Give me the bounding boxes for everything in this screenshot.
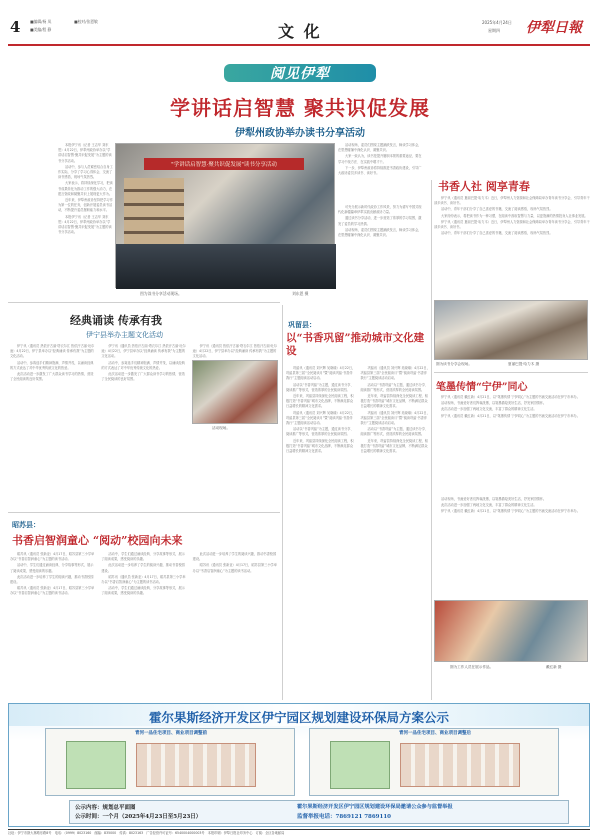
right-top-para: 伊宁讯（通讯员 夏丽巴提·哈力木）近日，伊犁州人力资源和社会保障局举办青年读书分享会，引导青年干部多读书、读好书。 [434, 219, 590, 230]
ad-map-right-title: 青河一品住宅项目、商业项目调整后 [399, 731, 471, 736]
center-mid-para: 活动以“书香巩留”为主题，通过读书分享、阅读推广等形式，营造浓厚的全民阅读氛围。 [360, 382, 429, 392]
center-mid-para: 近年来，巩留县持续深化全民阅读工程，积极打造“书香巩留”城市文化品牌，不断满足群众日益增长的精神文化需求。 [286, 394, 354, 409]
main-article-photo [115, 143, 335, 288]
right-mid-para: 伊宁讯（通讯员 戴红新）4月21日，以“笔墨传情 宁伊同心”为主题的书画交流活动在伊宁市举办。 [441, 395, 580, 399]
bookshelf [124, 178, 184, 248]
main-article-para: 大家一致认为，读书是提升履职本领的重要途径，要在学习中找方法、在实践中增才干。 [338, 154, 422, 164]
left-bottom-para: 昭苏讯（通讯员 张新亚）4月17日，昭苏县第三小学举办以“书香启智润童心”为主题的读书活动。 [10, 586, 95, 596]
editor-credit-2: ■校对/张恩敏 [74, 19, 98, 24]
column-banner [224, 58, 376, 86]
left-mid-para: 活动中，参赛选手们精神饱满、声情并茂，以诵读经典的方式表达了对中华优秀传统文化的热爱。 [10, 360, 94, 370]
main-photo-caption: 图为读书分享活动现场。 [140, 291, 182, 296]
ad-footer-left-2: 公示时间：一个月（2025年4月23日至5月23日） [75, 814, 202, 820]
right-mid-photo-credit: 戴红新 摄 [546, 665, 562, 669]
right-top-para: 活动中，青年干部们分享了自己喜爱的书籍，交流了阅读感悟，现场气氛热烈。 [441, 207, 553, 212]
right-top-photo [434, 300, 588, 360]
left-bottom-body [10, 552, 278, 697]
right-divider [434, 372, 588, 373]
right-top-photo-credit: 夏丽巴提·哈力木 摄 [508, 362, 540, 366]
center-mid-para: 近年来，巩留县持续深化全民阅读工程，积极打造“书香巩留”城市文化品牌，不断满足群众日益增长的精神文化需求。 [360, 394, 429, 409]
right-top-para: 活动中，青年干部们分享了自己喜爱的书籍，交流了阅读感悟，现场气氛热烈。 [441, 231, 553, 236]
issue-weekday: 星期四 [488, 28, 500, 33]
left-bottom-para: 昭苏讯（通讯员 张新亚）4月17日，昭苏县第三小学举办以“书香启智润童心”为主题的读书活动。 [101, 574, 186, 585]
public-notice-ad [8, 703, 590, 827]
center-mid-para: 活动以“书香巩留”为主题，通过读书分享、阅读推广等形式，营造浓厚的全民阅读氛围。 [286, 427, 354, 437]
left-mid-para: 伊宁讯（通讯员 热依汗古丽·塔衣尔江 热依汗古丽·吐尔逊）4月22日，伊宁县举办以“经典诵读 传承有我”为主题的文化活动。 [101, 344, 186, 359]
section-title: 文 化 [278, 22, 322, 41]
center-mid-para: 近年来，巩留县持续深化全民阅读工程，积极打造“书香巩留”城市文化品牌，不断满足群众日益增长的精神文化需求。 [286, 438, 354, 454]
audience-row [116, 244, 336, 289]
right-top-photo-caption: 图为读书分享会现场。 [436, 362, 472, 366]
ad-map-left [45, 728, 295, 796]
editor-credit-3: ■美编/程 静 [30, 27, 52, 32]
masthead-logo: 伊犁日報 [526, 20, 582, 36]
left-mid-subheadline: 伊宁县举办主题文化活动 [86, 331, 163, 339]
footer-info: 社址：伊宁市斯大林路东路8号 电话：（0999）8023160 邮编：835000 传真：8023163 广告经营许可证号：6540004000003号 本报印刷：伊犁日报社印务中心 订阅：全区各地邮局 [8, 831, 285, 835]
ad-map-left-green [66, 741, 126, 789]
left-bottom-para: 活动中，学生们通过诵读经典、分享故事等形式，展示了阅读成果，感受阅读的乐趣。 [10, 563, 94, 573]
left-bottom-divider [8, 512, 280, 513]
center-mid-para: 活动以“书香巩留”为主题，通过读书分享、阅读推广等形式，营造浓厚的全民阅读氛围。 [286, 382, 354, 392]
main-article-para: 活动现场，委员们围绕主题踊跃发言，畅谈学习体会，在思想碰撞中深化认识、凝聚共识。 [338, 227, 422, 238]
main-article-para: 活动现场，委员们围绕主题踊跃发言，畅谈学习体会，在思想碰撞中深化认识、凝聚共识。 [338, 143, 422, 153]
left-mid-para: 此次活动进一步激发了广大群众读书学习的热情，营造了全民阅读的良好氛围。 [10, 372, 94, 382]
left-mid-para: 伊宁讯（通讯员 热依汗古丽·塔衣尔江 热依汗古丽·吐尔逊）4月22日，伊宁县举办以“经典诵读 传承有我”为主题的文化活动。 [192, 344, 278, 359]
page-number: 4 [10, 18, 21, 36]
header-rule [8, 44, 590, 46]
center-mid-divider-v [282, 305, 283, 700]
ad-map-right-plot [400, 743, 520, 787]
center-mid-para: 巩留讯（通讯员 刘兴辉 吴晓瑜）4月22日，巩留县第三届“全民阅读月”暨“阅读巩留·书香伴我行”主题阅读活动启动。 [360, 410, 430, 426]
right-mid-headline: 笔墨传情“宁伊”同心 [436, 382, 528, 393]
left-mid-headline: 经典诵读 传承有我 [70, 314, 162, 327]
main-article-para: 本报伊宁讯（记者 王志华 刘东恩）4月22日，伊犁州政协举办以“学讲话启智慧·聚共识促发展”为主题的读书分享活动。 [58, 214, 112, 235]
ad-footer-left-1: 公示内容：规划总平面图 [75, 805, 136, 811]
center-mid-para: 巩留讯（通讯员 刘兴辉 吴晓瑜）4月22日，巩留县第三届“全民阅读月”暨“阅读巩留·书香伴我行”主题阅读活动启动。 [286, 366, 356, 381]
right-top-para: 伊宁讯（通讯员 夏丽巴提·哈力木）近日，伊犁州人力资源和社会保障局举办青年读书分享会，引导青年干部多读书、读好书。 [434, 196, 590, 206]
ad-footer-right-2: 监督举报电话：7869121 7869110 [297, 814, 391, 820]
main-article-col-1 [58, 143, 113, 301]
center-mid-kicker: 巩留县： [288, 320, 316, 329]
center-mid-body [286, 366, 430, 696]
ad-map-right [309, 728, 559, 796]
ad-map-right-green [330, 741, 390, 789]
right-mid-para: 此次活动进一步加强了两地文化交流，丰富了群众的精神文化生活。 [441, 407, 537, 412]
right-mid-para: 此次活动进一步加强了两地文化交流，丰富了群众的精神文化生活。 [441, 503, 537, 508]
right-mid-para: 活动现场，书画爱好者们挥毫泼墨，以笔墨描绘美好生活，抒发家国情怀。 [441, 401, 547, 406]
photo-banner-text: "学讲话启智慧·聚共识促发展"读书分享活动 [171, 162, 277, 168]
right-mid-para: 活动现场，书画爱好者们挥毫泼墨，以笔墨描绘美好生活，抒发家国情怀。 [441, 497, 547, 501]
left-mid-para: 此次活动进一步激发了广大群众读书学习的热情，营造了全民阅读的良好氛围。 [101, 372, 185, 382]
left-bottom-headline: 书香启智润童心 “阅动”校园向未来 [12, 534, 183, 547]
center-mid-para: 活动以“书香巩留”为主题，通过读书分享、阅读推广等形式，营造浓厚的全民阅读氛围。 [360, 427, 429, 437]
right-mid-photo-caption: 图为工作人员在展示作品。 [450, 665, 494, 669]
page-header [8, 8, 590, 44]
right-top-para: 大家纷纷表示，将把读书作为一种习惯，在阅读中汲取智慧与力量，以更饱满的热情投身人社事业发展。 [441, 213, 588, 218]
right-mid-photo [434, 600, 588, 662]
center-right-divider-v [431, 180, 432, 700]
main-article-col-3 [338, 143, 422, 203]
center-mid-para: 巩留讯（通讯员 刘兴辉 吴晓瑜）4月22日，巩留县第三届“全民阅读月”暨“阅读巩留·书香伴我行”主题阅读活动启动。 [360, 366, 430, 381]
ad-title: 霍尔果斯经济开发区伊宁园区规划建设环保局方案公示 [148, 710, 449, 725]
left-mid-photo-caption: 活动现场。 [212, 426, 230, 430]
ad-footer-right-1: 霍尔果斯经济开发区伊宁园区规划建设环保局邀请公众参与监督举报 [297, 804, 453, 810]
main-article-para: 下一步，伊犁州政协将持续推进书香政协建设，引导广大政协委员多读书、读好书。 [338, 165, 422, 176]
left-bottom-para: 此次活动进一步培养了学生的阅读兴趣，推动书香校园建设。 [10, 574, 94, 585]
main-article-para: 大家表示，将持续深化学习，把读书成果转化为推动工作的强大动力，在建言资政和凝聚共识上展现更大作为。 [58, 181, 113, 196]
left-bottom-kicker: 昭苏县： [12, 520, 40, 529]
left-bottom-para: 此次活动进一步培养了学生的阅读兴趣，推动书香校园建设。 [192, 552, 277, 562]
main-article-para: 近年来，伊犁州政协坚持把学习作为第一位的任务，创新开展委员读书活动，不断提升委员履职能力和水平。 [58, 198, 113, 213]
left-mid-divider [8, 302, 280, 303]
right-top-headline: 书香人社 阅享青春 [438, 180, 530, 193]
right-top-body [434, 196, 590, 298]
footer-rule [8, 829, 590, 830]
right-mid-para: 伊宁讯（通讯员 戴红新）4月21日，以“笔墨传情 宁伊同心”为主题的书画交流活动在伊宁市举办。 [441, 413, 580, 418]
main-article-para: 可充分展示新时代政协工作风采，努力为谱写中国式现代化新疆篇章伊犁实践贡献政协力量。 [338, 205, 422, 215]
right-mid-body [434, 395, 590, 495]
editor-credit-1: ■编辑/杨 凤 [30, 19, 52, 24]
main-subheadline: 伊犁州政协举办读书分享活动 [235, 128, 365, 139]
main-article-para: 通过读书分享活动，进一步营造了浓厚的学习氛围，激发了委员的学习热情。 [338, 216, 422, 226]
left-bottom-para: 昭苏讯（通讯员 张新亚）4月17日，昭苏县第三小学举办以“书香启智润童心”为主题的读书活动。 [10, 552, 95, 562]
right-mid-body-2 [434, 497, 590, 597]
main-article-para: 活动中，参与人员紧密结合自身工作实际，分享了学习心得体会，交流了读书感悟，现场气氛热烈。 [58, 164, 113, 180]
main-headline: 学讲话启智慧 聚共识促发展 [170, 96, 430, 120]
center-mid-headline: 以“书香巩留”推动城市文化建设 [286, 332, 425, 357]
issue-date: 2025年4月24日 [482, 20, 512, 25]
left-bottom-para: 活动中，学生们通过诵读经典、分享故事等形式，展示了阅读成果，感受阅读的乐趣。 [101, 586, 185, 596]
ad-map-left-plot [136, 743, 256, 787]
center-mid-para: 近年来，巩留县持续深化全民阅读工程，积极打造“书香巩留”城市文化品牌，不断满足群众日益增长的精神文化需求。 [360, 438, 429, 454]
main-article-para: 本报伊宁讯（记者 王志华 刘东恩）4月22日，伊犁州政协举办以“学讲话启智慧·聚共识促发展”为主题的读书分享活动。 [58, 143, 112, 163]
left-mid-para: 伊宁讯（通讯员 热依汗古丽·塔衣尔江 热依汗古丽·吐尔逊）4月22日，伊宁县举办以“经典诵读 传承有我”为主题的文化活动。 [10, 344, 95, 359]
main-photo-credit: 刘东恩 摄 [292, 291, 309, 296]
column-banner-label: 阅见伊犁 [270, 66, 330, 82]
left-mid-photo [192, 360, 278, 424]
left-bottom-para: 昭苏讯（通讯员 张新亚）4月17日，昭苏县第三小学举办以“书香启智润童心”为主题的读书活动。 [192, 563, 277, 573]
left-bottom-para: 此次活动进一步培养了学生的阅读兴趣，推动书香校园建设。 [101, 563, 185, 573]
right-mid-para: 伊宁讯（通讯员 戴红新）4月21日，以“笔墨传情 宁伊同心”为主题的书画交流活动在伊宁市举办。 [441, 509, 580, 514]
main-article-col-4 [338, 205, 422, 273]
left-mid-para: 活动中，参赛选手们精神饱满、声情并茂，以诵读经典的方式表达了对中华优秀传统文化的热爱。 [101, 360, 185, 370]
center-mid-para: 巩留讯（通讯员 刘兴辉 吴晓瑜）4月22日，巩留县第三届“全民阅读月”暨“阅读巩留·书香伴我行”主题阅读活动启动。 [286, 410, 356, 426]
ad-map-left-title: 青河一品住宅项目、商业项目调整前 [135, 731, 207, 736]
left-bottom-para: 活动中，学生们通过诵读经典、分享故事等形式，展示了阅读成果，感受阅读的乐趣。 [101, 552, 185, 562]
